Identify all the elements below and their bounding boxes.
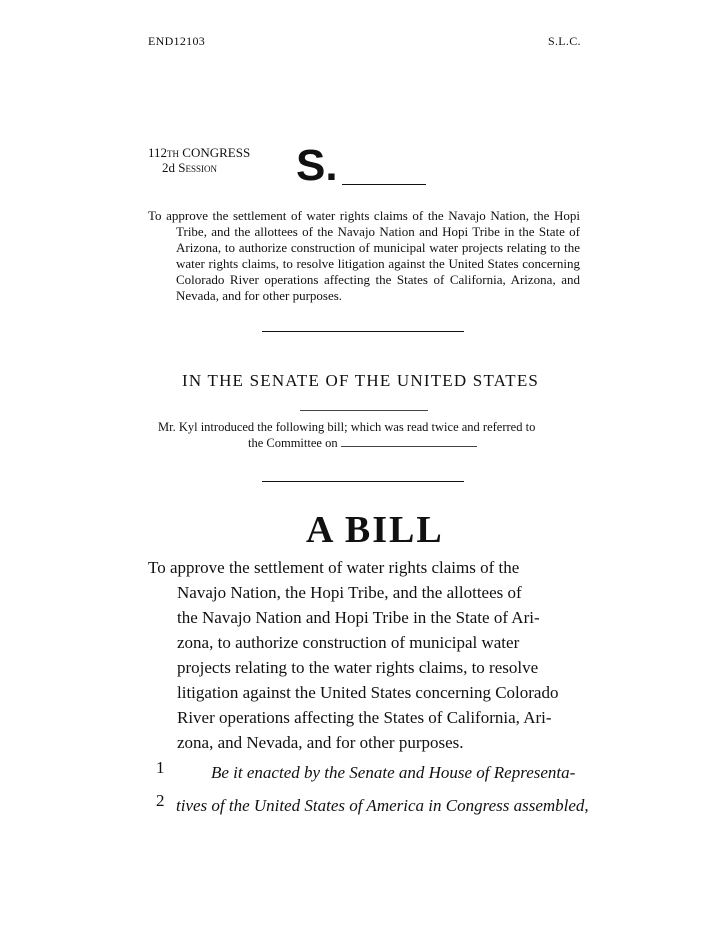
bill-number-blank: [342, 184, 426, 185]
purpose-line: litigation against the United States concerning Colorado: [177, 683, 559, 702]
enacting-clause-line: Be it enacted by the Senate and House of Representa-: [211, 763, 576, 782]
purpose-line: projects relating to the water rights claims, to resolve: [177, 658, 539, 677]
divider-rule: [262, 331, 464, 332]
short-purpose: To approve the settlement of water rights claims of the Navajo Nation, the Hopi Tribe, and the allottees of the Navajo Nation and Hopi Tribe in the State of Arizona, to authorize construction of municipal water projects relating to the water rights claims, to resolve litigation against the United States concerning Colorado River operations affecting the States of California, Arizona, and Nevada, and for other purposes.: [148, 208, 580, 303]
introduction-line: Mr. Kyl introduced the following bill; which was read twice and referred to: [158, 420, 536, 434]
purpose-line: the Navajo Nation and Hopi Tribe in the State of Ari-: [177, 608, 540, 627]
congress-number: 112th CONGRESS: [148, 145, 251, 160]
purpose-line: To approve the settlement of water rights claims of the: [148, 558, 520, 577]
committee-referral: the Committee on: [248, 435, 477, 451]
chamber-heading: IN THE SENATE OF THE UNITED STATES: [182, 371, 540, 390]
line-number: 1: [156, 758, 165, 777]
thin-divider: [300, 410, 428, 411]
committee-blank: [341, 446, 477, 447]
line-number: 2: [156, 791, 165, 810]
enacting-clause-line: tives of the United States of America in Congress assembled,: [176, 796, 589, 815]
purpose-line: zona, to authorize construction of municipal water: [177, 633, 520, 652]
purpose-line: River operations affecting the States of California, Ari-: [177, 708, 552, 727]
divider-rule-2: [262, 481, 464, 482]
purpose-line: zona, and Nevada, and for other purposes.: [177, 733, 464, 752]
bill-title: A BILL: [306, 509, 444, 551]
purpose-line: Navajo Nation, the Hopi Tribe, and the allottees of: [177, 583, 522, 602]
document-id: END12103: [148, 34, 206, 48]
bill-prefix: S.: [296, 141, 338, 190]
long-purpose: [148, 555, 578, 755]
session-label: 2d Session: [162, 160, 217, 175]
office-code: S.L.C.: [548, 34, 581, 48]
